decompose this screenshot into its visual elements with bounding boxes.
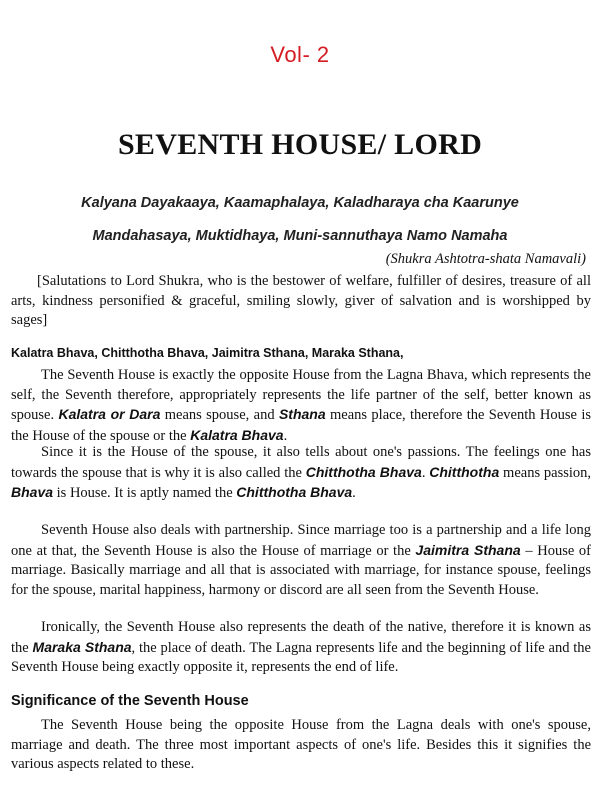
text-run: .: [352, 485, 356, 501]
text-run: – House of marriage. Basically marriage and all that is associated with marriage, for instance spouse, feelings for the spouse, marital happiness, harmony or discord are all seen from the Seventh House.: [11, 542, 591, 598]
term-sthana: Sthana: [278, 406, 326, 422]
text-run: is House. It is aptly named the: [53, 485, 237, 501]
term-chitthotha-bhava: Chitthotha Bhava: [305, 463, 422, 480]
paragraph-maraka: [11, 618, 591, 678]
mantra-line-2: Mandahasaya, Muktidhaya, Muni-sannuthaya Namo Namaha: [92, 228, 508, 244]
text-run: The Seventh House is exactly the opposite House from the Lagna Bhava, which represents the self, the Seventh therefore, appropriately represents the life partner of the self, better known as spouse.: [11, 367, 591, 423]
text-run: , the place of death. The Lagna represents life and the beginning of life and the Seventh House being exactly opposite it, represents the end of life.: [11, 639, 591, 675]
paragraph-partnership: [11, 521, 591, 600]
significance-heading: Significance of the Seventh House: [11, 693, 249, 709]
text-run: Ironically, the Seventh House also represents the death of the native, therefore it is known as the: [11, 619, 591, 656]
text-run: Since it is the House of the spouse, it also tells about one's passions. The feelings one has towards the spouse that is why it is also called the: [11, 444, 591, 481]
text-run: means passion,: [499, 464, 592, 481]
term-bhava: Bhava: [11, 484, 54, 500]
term-kalatra-bhava: Kalatra Bhava: [190, 426, 284, 443]
section-subheading: Kalatra Bhava, Chitthotha Bhava, Jaimitra Sthana, Maraka Sthana,: [11, 346, 404, 360]
text-run: means place, therefore the Seventh House is the House of the spouse or the: [11, 407, 591, 444]
term-jaimitra-sthana: Jaimitra Sthana: [415, 541, 521, 558]
term-chitthotha: Chitthotha: [429, 463, 500, 480]
paragraph-kalatra: [11, 366, 591, 446]
salutation-paragraph: [Salutations to Lord Shukra, who is the bestower of welfare, fulfiller of desires, treasure of all arts, kindness personified & graceful, smiling slowly, giver of salvation and is worshipped by sages]: [11, 273, 591, 328]
text-run: .: [421, 464, 430, 481]
term-kalatra-dara: Kalatra or Dara: [58, 406, 161, 422]
text-run: .: [283, 427, 288, 444]
text-run: Seventh House also deals with partnership. Since marriage too is a partnership and a life long one at that, the Seventh House is also the House of marriage or the: [11, 522, 591, 559]
term-maraka-sthana: Maraka Sthana: [32, 638, 132, 655]
volume-label: Vol- 2: [270, 42, 330, 67]
term-chitthotha-bhava: Chitthotha Bhava: [236, 484, 353, 500]
mantra-source: (Shukra Ashtotra-shata Namavali): [385, 251, 586, 267]
paragraph-significance: The Seventh House being the opposite House from the Lagna deals with one's spouse, marriage and death. The three most important aspects of one's life. Besides this it signifies the various aspects related to these.: [11, 717, 591, 772]
text-run: means spouse, and: [160, 407, 279, 423]
page-title: SEVENTH HOUSE/ LORD: [117, 128, 483, 161]
mantra-line-1: Kalyana Dayakaaya, Kaamaphalaya, Kaladharaya cha Kaarunye: [81, 195, 519, 211]
paragraph-chitthotha: [11, 443, 591, 504]
